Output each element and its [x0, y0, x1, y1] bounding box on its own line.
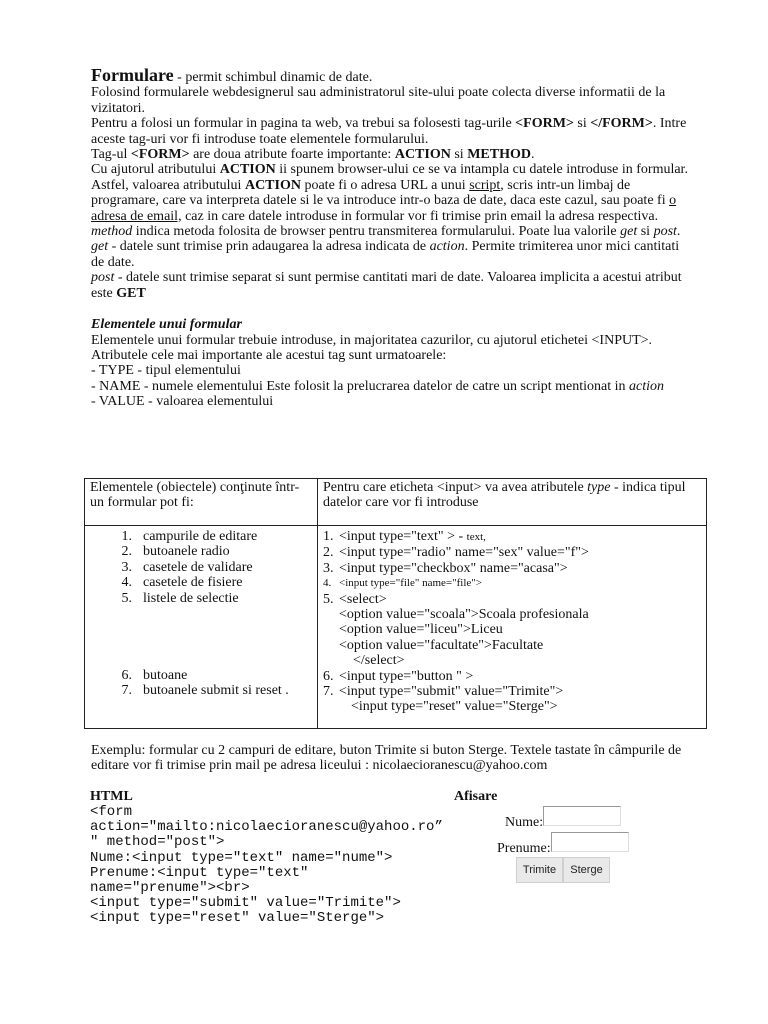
header-right-text: Pentru care eticheta <input> va avea atributele: [323, 480, 588, 495]
code-item: [323, 561, 701, 576]
p5-text-4: caz in care datele introduse in formular vor fi trimise prin email la adresa respectiva.: [181, 208, 659, 224]
list-item: [90, 683, 312, 698]
intro-paragraph-3: [91, 147, 691, 162]
p7-action: action: [429, 239, 465, 255]
intro-section: [91, 65, 691, 410]
elements-paragraph-2: Atributele cele mai importante ale acestui tag sunt urmatoarele:: [91, 347, 447, 363]
example-text: Exemplu: formular cu 2 campuri de editare, buton Trimite si buton Sterge. Textele tastate în câmpurile de editare vor fi trimise prin mail pe adresa liceului : nicolaecioranescu@yahoo.com: [91, 743, 682, 774]
p6-end: .: [676, 224, 681, 240]
table-header-right: [318, 479, 707, 526]
intro-paragraph-4: [91, 162, 691, 177]
list-text: casetele de validare: [143, 559, 253, 575]
code-text-main: <input type="text" > -: [339, 529, 467, 544]
demo-nume-input[interactable]: [543, 806, 621, 826]
p3-method: METHOD: [467, 147, 531, 163]
p3-form-tag: <FORM>: [130, 147, 190, 163]
elements-list-item-name: [91, 379, 691, 394]
table-left-list: [85, 526, 318, 729]
demo-nume-label: Nume:: [505, 815, 544, 830]
table-body-row: [85, 526, 707, 729]
list-number: 1.: [121, 529, 132, 544]
code-item: [323, 669, 701, 684]
list-item: [90, 560, 312, 575]
list-item: [90, 591, 312, 606]
p3-si: si: [450, 147, 468, 163]
spacer: [91, 301, 691, 317]
code-text: <input type="file" name="file">: [339, 577, 482, 590]
elements-list-item-type: - TYPE - tipul elementului: [91, 363, 241, 379]
li2-text: - NAME - numele elementului Este folosit la prelucrarea datelor de catre un script mentionat in: [91, 378, 630, 394]
list-item: [90, 529, 312, 544]
code-text: <select>: [339, 591, 387, 607]
list-number: 2.: [121, 544, 132, 560]
elements-list-item-value: - VALUE - valoarea elementului: [91, 394, 274, 410]
afisare-heading: Afisare: [454, 789, 498, 804]
p4-action: ACTION: [219, 162, 276, 178]
p6-text: indica metoda folosita de browser pentru transmiterea formularului. Poate lua valorile: [132, 224, 621, 240]
demo-reset-button[interactable]: Sterge: [563, 857, 610, 883]
p3-text: Tag-ul: [91, 147, 131, 163]
list-item: [90, 668, 312, 683]
p6-get: get: [620, 224, 638, 240]
code-number: 1.: [323, 529, 334, 544]
intro-paragraph-8: [91, 270, 691, 301]
section-title: Elementele unui formular: [91, 317, 242, 333]
li2-action: action: [629, 378, 665, 394]
code-text: <input type="checkbox" name="acasa">: [339, 560, 568, 576]
p5-text-2: poate fi o adresa URL a unui: [300, 177, 470, 193]
p7-get: get: [91, 239, 109, 255]
select-option-line: <option value="scoala">Scoala profesionala: [339, 607, 589, 623]
demo-prenume-label: Prenume:: [497, 841, 551, 856]
p8-get: GET: [116, 285, 146, 301]
p3-action: ACTION: [394, 147, 451, 163]
intro-paragraph-2: [91, 116, 691, 147]
p6-method: method: [91, 224, 133, 240]
code-item: [323, 576, 701, 591]
list-spacer: [90, 606, 312, 668]
intro-title-line: [91, 65, 691, 85]
p5-text-3: , scris intr-un limbaj de programare, care va interpreta datele si le va introduce intr-o baza de date, daca este cazul, sau poate fi: [91, 177, 670, 209]
html-heading: HTML: [90, 789, 133, 804]
list-number: 3.: [121, 559, 132, 575]
page-title: Formulare: [91, 65, 174, 85]
select-end-line: </select>: [353, 653, 405, 669]
list-number: 6.: [121, 667, 132, 683]
select-option-line: <option value="facultate">Facultate: [339, 637, 544, 653]
code-item: [323, 684, 701, 699]
demo-prenume-input[interactable]: [551, 832, 629, 852]
title-rest: - permit schimbul dinamic de date.: [173, 70, 373, 85]
p6-si: si: [637, 224, 654, 240]
code-text: <input type="submit" value="Trimite">: [339, 684, 564, 700]
p6-post: post: [653, 224, 677, 240]
select-option-line: <option value="liceu">Liceu: [339, 622, 503, 638]
list-number: 4.: [121, 575, 132, 591]
p5-email: o adresa de email,: [91, 193, 677, 224]
p2-text: Pentru a folosi un formular in pagina ta web, va trebui sa folosesti tag-urile: [91, 116, 516, 132]
list-text: butoanele submit si reset .: [143, 683, 289, 699]
code-block: <form action="mailto:nicolaecioranescu@yahoo.ro” " method="post"> Nume:<input type="text" name="nume"> Prenume:<input type="text" name="prenume"><br> <input type="submit" value="Trimite"> <input type="reset" value="Sterge">: [90, 804, 443, 927]
table-header-row: [85, 479, 707, 526]
elements-paragraph-1: Elementele unui formular trebuie introduse, in majoritatea cazurilor, cu ajutorul etichetei <INPUT>.: [91, 332, 653, 348]
p7-text-2: . Permite trimiterea unor mici cantitati de date.: [91, 239, 680, 270]
p3-end: .: [530, 147, 535, 163]
code-item: [323, 529, 701, 545]
list-item: [90, 544, 312, 559]
code-number: 2.: [323, 545, 334, 561]
p3-text-2: are doua atribute foarte importante:: [189, 147, 395, 163]
p8-post: post: [91, 270, 115, 286]
demo-submit-button[interactable]: Trimite: [516, 857, 563, 883]
table-right-list: [318, 526, 707, 729]
code-number: 4.: [323, 577, 332, 590]
elements-table: [84, 478, 707, 729]
p4-text-2: ii spunem browser-ului ce se va intampla cu datele introduse in formular.: [275, 162, 688, 178]
code-reset-line: <input type="reset" value="Sterge">: [351, 699, 558, 715]
p2-text-2: . Intre aceste tag-uri vor fi introduse toate elementele formularului.: [91, 116, 687, 147]
p2-si: si: [573, 116, 591, 132]
code-text: <input type="button " >: [339, 668, 474, 684]
code-item: [323, 592, 701, 607]
p4-text: Cu ajutorul atributului: [91, 162, 220, 178]
table-header-left: Elementele (obiectele) conţinute într-un formular pot fi:: [85, 479, 318, 526]
list-text: butoanele radio: [143, 544, 230, 560]
p5-script: script: [469, 177, 501, 193]
intro-paragraph-1: Folosind formularele webdesignerul sau administratorul site-ului poate colecta diverse informatii de la vizitatori.: [91, 85, 666, 116]
code-number: 7.: [323, 684, 334, 700]
header-right-text-2: - indica tipul datelor care vor fi introduse: [323, 480, 686, 511]
list-text: campurile de editare: [143, 529, 258, 544]
code-number: 5.: [323, 591, 334, 607]
p5-text: Astfel, valoarea atributului: [91, 177, 245, 193]
intro-paragraph-6: [91, 224, 691, 239]
code-number: 3.: [323, 560, 334, 576]
code-text: [339, 529, 486, 545]
p7-text: - datele sunt trimise prin adaugarea la adresa indicata de: [108, 239, 430, 255]
intro-paragraph-7: [91, 239, 691, 270]
code-number: 6.: [323, 668, 334, 684]
list-text: butoane: [143, 667, 188, 683]
code-item: [323, 545, 701, 560]
p2-endform-tag: </FORM>: [590, 116, 653, 132]
p2-form-tag: <FORM>: [515, 116, 574, 132]
p8-text: - datele sunt trimise separat si sunt permise cantitati mari de date. Valoarea implicita a acestui atribut este: [91, 270, 682, 301]
list-text: listele de selectie: [143, 590, 239, 606]
intro-paragraph-5: [91, 178, 691, 224]
code-text-small: text,: [466, 531, 486, 543]
p5-action: ACTION: [244, 177, 301, 193]
list-item: [90, 575, 312, 590]
list-text: casetele de fisiere: [143, 575, 243, 591]
code-text: <input type="radio" name="sex" value="f">: [339, 545, 589, 561]
list-number: 7.: [121, 683, 132, 699]
list-number: 5.: [121, 590, 132, 606]
header-right-type: type: [587, 480, 611, 495]
